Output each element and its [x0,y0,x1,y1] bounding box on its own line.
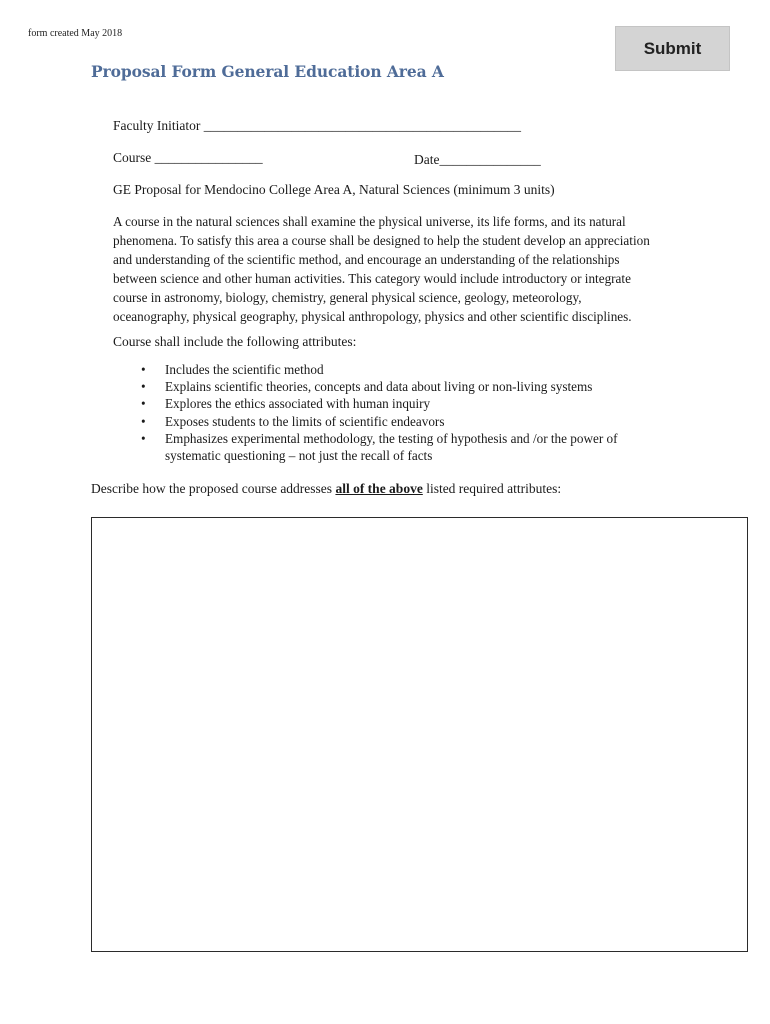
list-item: • Explains scientific theories, concepts and data about living or non-living systems [141,379,593,395]
date-field[interactable]: Date_______________ [414,152,541,167]
attributes-lead: Course shall include the following attributes: [113,334,357,349]
bullet-icon: • [141,430,146,446]
description-line: between science and other human activities. This category would include introductory or integrate [113,271,631,286]
description-line: phenomena. To satisfy this area a course shall be designed to help the student develop an appreciation [113,233,650,248]
course-field[interactable]: Course ________________ [113,150,263,165]
emphasis-text: all of the above [335,481,423,496]
bullet-icon: • [141,413,146,429]
description-line: A course in the natural sciences shall examine the physical universe, its life forms, and its natural [113,214,626,229]
describe-prompt: Describe how the proposed course addresses all of the above listed required attributes: [91,481,562,496]
list-item: • Emphasizes experimental methodology, the testing of hypothesis and /or the power of systematic questioning – not just the recall of facts [141,430,618,464]
list-item: • Includes the scientific method [141,362,324,377]
attributes-list [113,361,673,464]
list-item: • Explores the ethics associated with human inquiry [141,396,431,412]
page-title: Proposal Form General Education Area A [91,62,444,81]
description-line: course in astronomy, biology, chemistry, general physical science, geology, meteorology, [113,290,582,305]
description-line: and understanding of the scientific method, and encourage an understanding of the relationships [113,252,620,267]
bullet-icon: • [141,379,146,395]
area-description [113,212,693,326]
ge-proposal-line: GE Proposal for Mendocino College Area A, Natural Sciences (minimum 3 units) [113,182,555,197]
description-line: oceanography, physical geography, physical anthropology, physics and other scientific disciplines. [113,309,632,324]
answer-text-area[interactable] [91,517,748,952]
form-created-note: form created May 2018 [28,28,123,39]
list-item: • Exposes students to the limits of scientific endeavors [141,413,445,429]
faculty-initiator-field[interactable]: Faculty Initiator _______________________________________________ [113,118,521,133]
submit-button[interactable]: Submit [615,26,730,71]
bullet-icon: • [141,362,146,377]
bullet-icon: • [141,396,146,412]
